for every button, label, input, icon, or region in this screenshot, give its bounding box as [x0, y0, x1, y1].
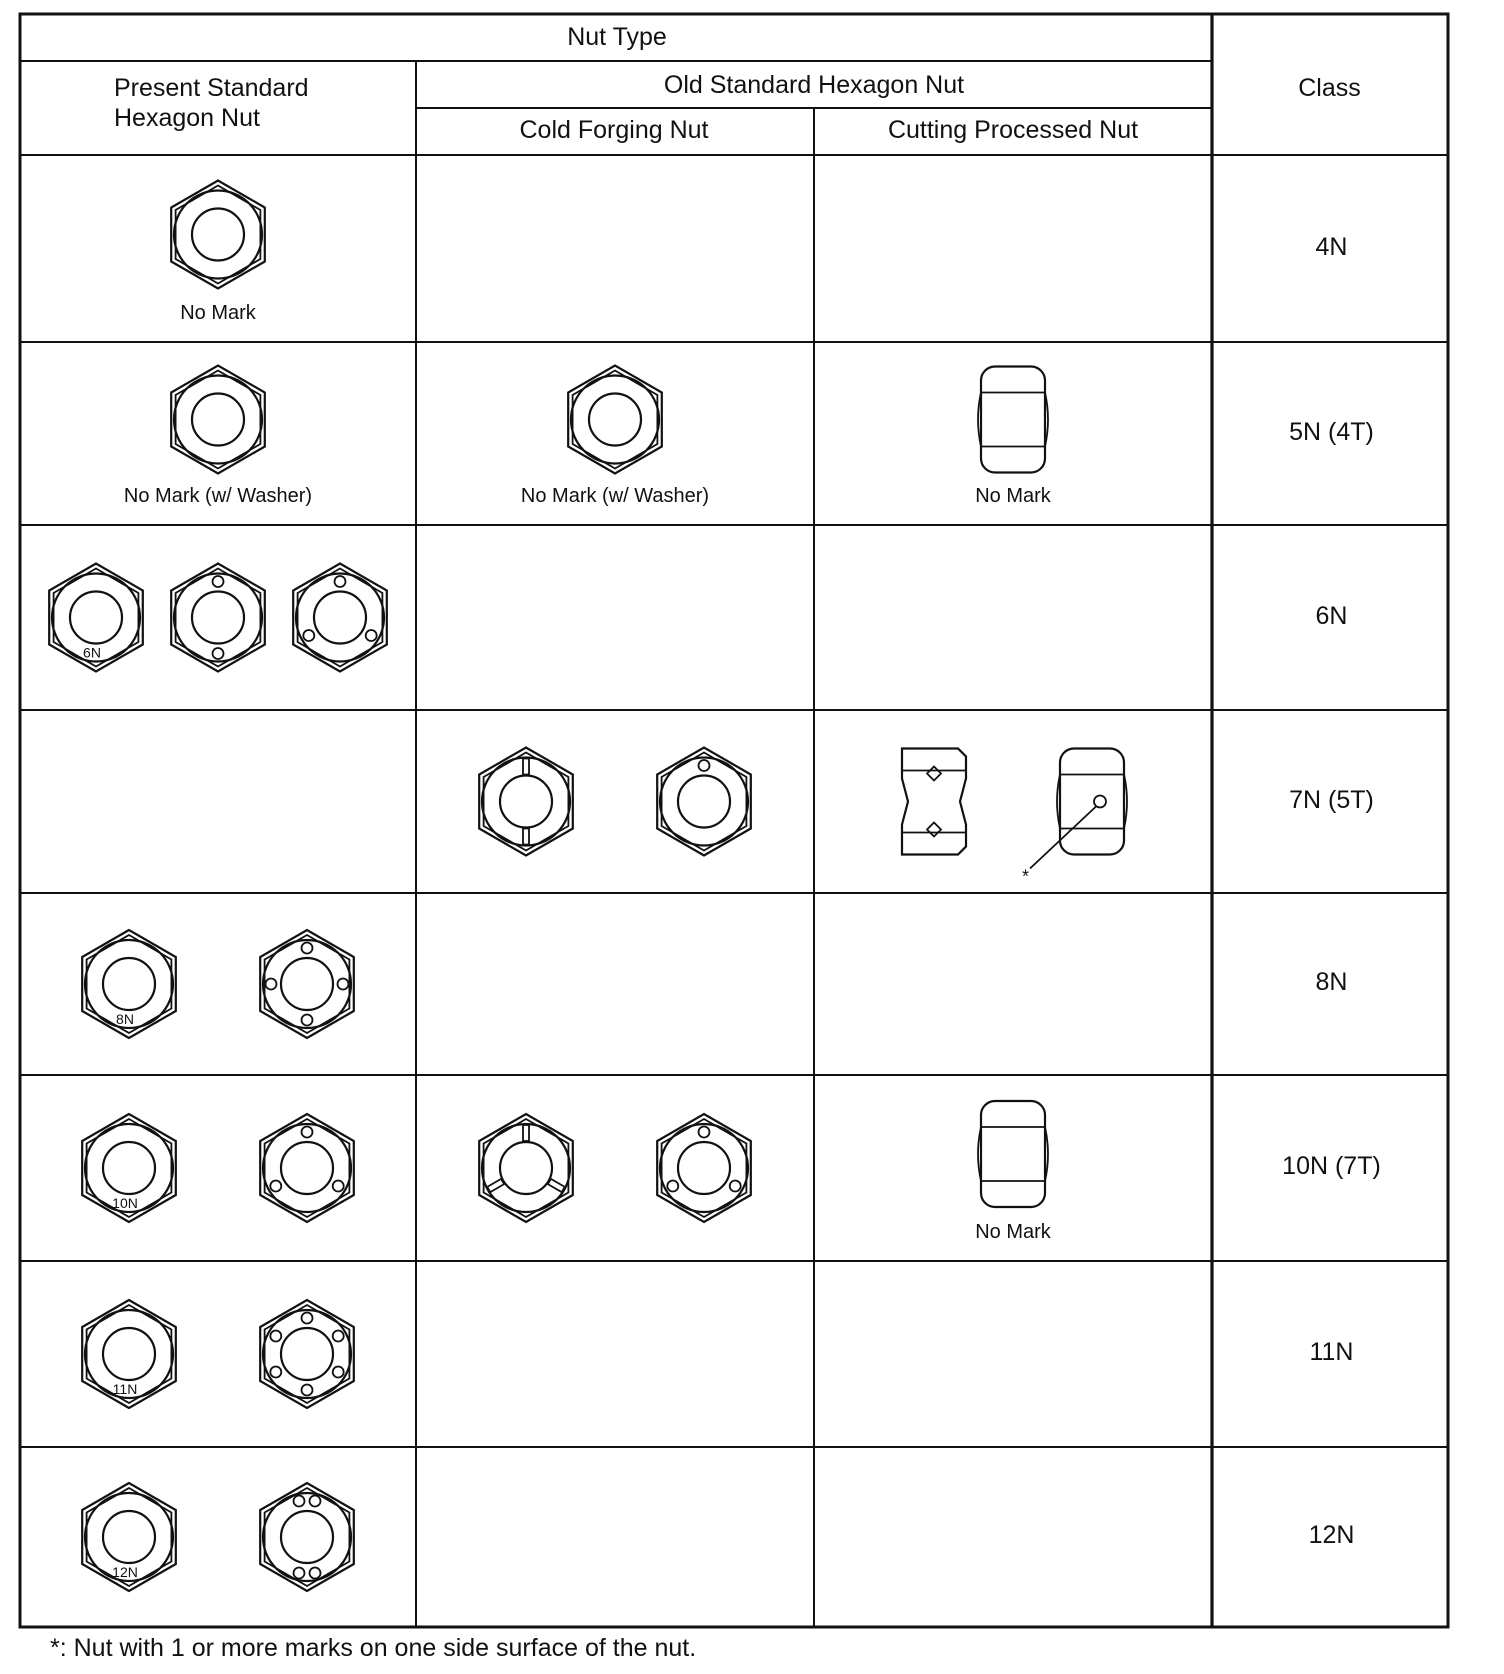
- nut-line-mark: [523, 1125, 529, 1141]
- nut-dot-mark: [333, 1331, 344, 1342]
- nut-dot-mark: [302, 1127, 313, 1138]
- nut-dot-mark: [333, 1367, 344, 1378]
- header-nut-type: Nut Type: [567, 23, 667, 51]
- cold-nut-1-0: [568, 366, 662, 474]
- present-nut-7-0: [82, 1483, 176, 1591]
- nut-dot-mark: [270, 1181, 281, 1192]
- nut-line-mark: [487, 1179, 504, 1192]
- present-nut-4-0: [82, 930, 176, 1038]
- header-cold-forging: Cold Forging Nut: [519, 116, 709, 144]
- class-value: 6N: [1315, 601, 1348, 630]
- present-nut-4-1: [260, 930, 354, 1038]
- class-value: 11N: [1309, 1338, 1354, 1366]
- nut-dot-mark: [366, 630, 377, 641]
- class-value: 8N: [1315, 968, 1348, 996]
- class-value: 5N (4T): [1289, 417, 1374, 446]
- nut-label: No Mark (w/ Washer): [123, 485, 313, 507]
- nut-dot-mark: [335, 576, 346, 587]
- nut-face-mark: 12N: [112, 1564, 138, 1580]
- nut-line-mark: [523, 759, 529, 775]
- nut-dot-mark: [310, 1496, 321, 1507]
- present-nut-0-0: [171, 181, 265, 289]
- nut-dot-mark: [266, 979, 277, 990]
- nut-label: No Mark: [975, 1221, 1051, 1243]
- present-nut-1-0: [171, 366, 265, 474]
- nut-dot-mark: [699, 1127, 710, 1138]
- nut-dot-mark: [667, 1181, 678, 1192]
- nut-dot-mark: [333, 1181, 344, 1192]
- nut-face-mark: 10N: [112, 1195, 138, 1211]
- present-nut-6-1: [260, 1300, 354, 1408]
- nut-face-mark: 11N: [112, 1381, 138, 1397]
- cutting-nut-5-0: [978, 1101, 1048, 1207]
- leader-asterisk: *: [1022, 866, 1030, 887]
- present-nut-5-0: [82, 1114, 176, 1222]
- present-nut-6-0: [82, 1300, 176, 1408]
- class-value: 4N: [1315, 232, 1348, 261]
- cold-nut-3-1: [657, 748, 751, 856]
- nut-dot-mark: [310, 1568, 321, 1579]
- nut-side-mark: [927, 823, 941, 837]
- class-value: 10N (7T): [1282, 1152, 1381, 1180]
- nut-face-mark: 6N: [83, 644, 101, 661]
- nut-label: No Mark: [180, 302, 256, 324]
- nut-side-mark: [927, 767, 941, 781]
- present-nut-7-1: [260, 1483, 354, 1591]
- nut-dot-mark: [699, 760, 710, 771]
- cutting-nut-1-0: [978, 367, 1048, 473]
- nut-line-mark: [523, 829, 529, 845]
- nut-illustrations: [49, 181, 1127, 1592]
- nut-dot-mark: [338, 979, 349, 990]
- nut-dot-mark: [303, 630, 314, 641]
- cutting-nut-3-0: [902, 749, 966, 855]
- present-nut-2-0: [49, 564, 143, 672]
- class-value: 7N (5T): [1289, 785, 1374, 814]
- nut-dot-mark: [270, 1331, 281, 1342]
- nut-dot-mark: [213, 648, 224, 659]
- nut-side-mark: [1094, 796, 1106, 808]
- nut-dot-mark: [302, 1313, 313, 1324]
- nut-dot-mark: [270, 1367, 281, 1378]
- nut-dot-mark: [213, 576, 224, 587]
- cold-nut-5-0: [479, 1114, 573, 1222]
- nut-line-mark: [548, 1179, 565, 1192]
- cold-nut-5-1: [657, 1114, 751, 1222]
- nut-dot-mark: [294, 1496, 305, 1507]
- nut-label: No Mark (w/ Washer): [520, 485, 710, 507]
- nut-dot-mark: [302, 1385, 313, 1396]
- nut-dot-mark: [302, 943, 313, 954]
- nut-dot-mark: [302, 1015, 313, 1026]
- nut-label: No Mark: [975, 485, 1051, 507]
- present-nut-2-1: [171, 564, 265, 672]
- present-nut-5-1: [260, 1114, 354, 1222]
- footnote: *: Nut with 1 or more marks on one side surface of the nut.: [50, 1634, 697, 1662]
- cold-nut-3-0: [479, 748, 573, 856]
- header-present-standard: Present Standard Hexagon Nut: [114, 74, 309, 132]
- class-value: 12N: [1308, 1521, 1355, 1549]
- header-old-standard: Old Standard Hexagon Nut: [663, 71, 965, 99]
- nut-dot-mark: [730, 1181, 741, 1192]
- present-nut-2-2: [293, 564, 387, 672]
- header-cutting-processed: Cutting Processed Nut: [887, 116, 1139, 144]
- cutting-nut-3-1: [1022, 749, 1127, 887]
- nut-dot-mark: [294, 1568, 305, 1579]
- header-class: Class: [1298, 74, 1361, 102]
- nut-face-mark: 8N: [116, 1011, 134, 1027]
